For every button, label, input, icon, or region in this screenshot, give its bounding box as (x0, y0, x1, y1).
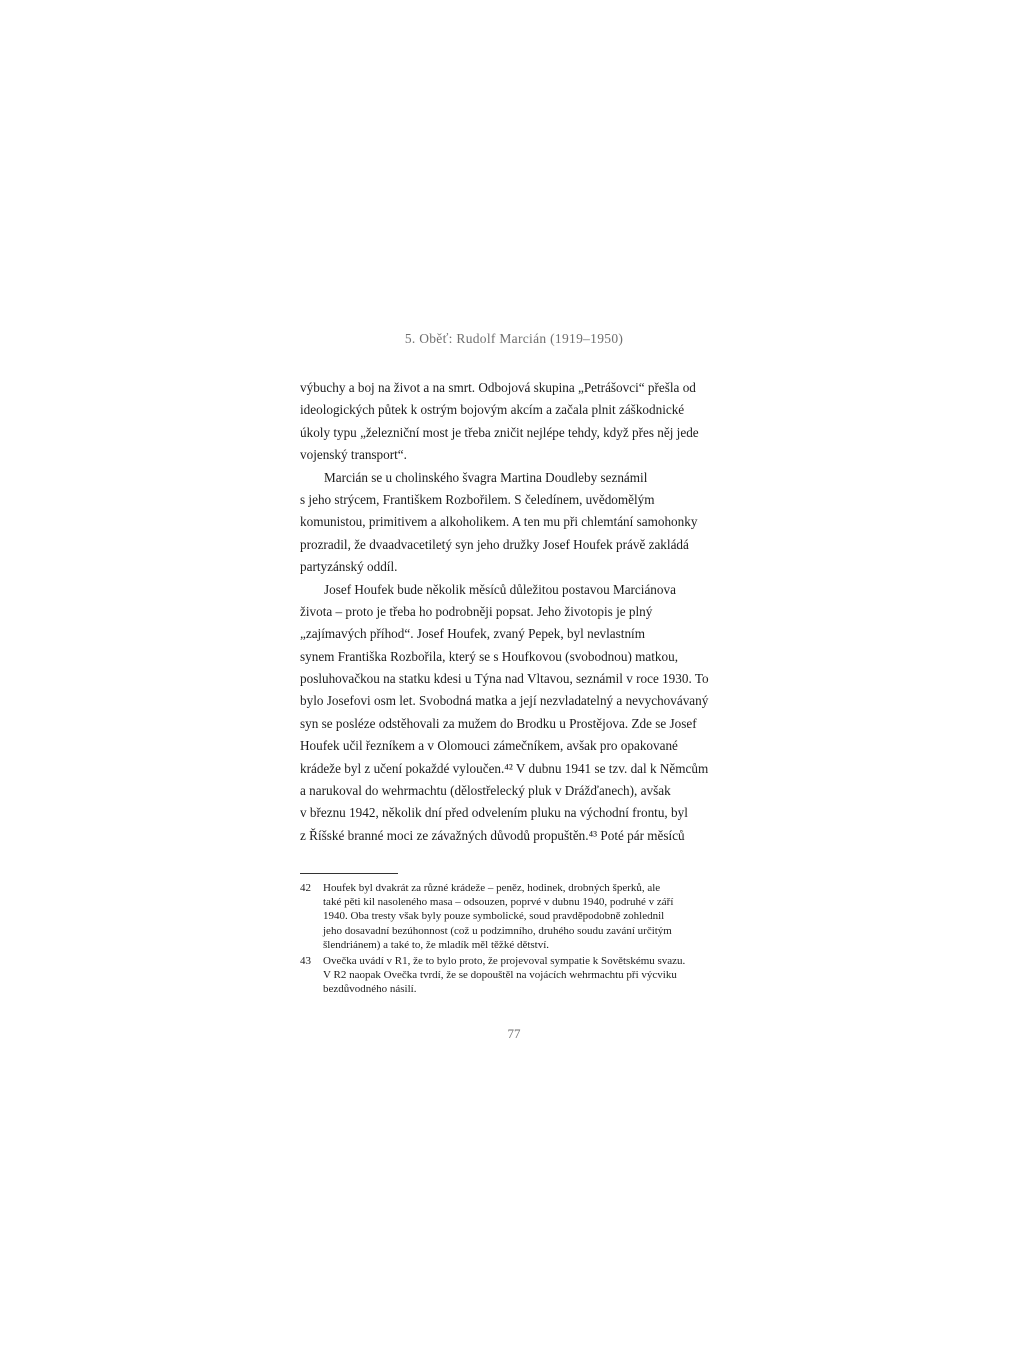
text-line: „zajímavých příhod“. Josef Houfek, zvaný Pepek, byl nevlastním (300, 626, 645, 642)
text-line: vojenský transport“. (300, 447, 407, 463)
text-line: partyzánský oddíl. (300, 559, 398, 575)
footnote-line: Houfek byl dvakrát za různé krádeže – peněz, hodinek, drobných šperků, ale (323, 882, 661, 894)
text-line: Houfek učil řezníkem a v Olomouci zámečníkem, avšak pro opakované (300, 738, 678, 754)
text-line: a narukoval do wehrmachtu (dělostřelecký pluk v Drážďanech), avšak (300, 783, 671, 799)
footnote-number: 42 (300, 882, 311, 894)
footnote-line: šlendriánem) a také to, že mladík měl těžké dětství. (323, 938, 550, 951)
text-line: v březnu 1942, několik dní před odvelením pluku na východní frontu, byl (300, 805, 688, 821)
text-line-paragraph-start: Marcián se u cholinského švagra Martina Doudleby seznámil (324, 469, 648, 485)
text-line: prozradil, že dvaadvacetiletý syn jeho družky Josef Houfek právě zakládá (300, 536, 689, 552)
footnote-line: bezdůvodného násilí. (323, 982, 417, 995)
text-line: bylo Josefovi osm let. Svobodná matka a její nezvladatelný a nevychovávaný (300, 693, 709, 709)
text-line: ideologických půtek k ostrým bojovým akcím a začala plnit záškodnické (300, 402, 685, 418)
text-line: synem Františka Rozbořila, který se s Houfkovou (svobodnou) matkou, (300, 648, 678, 664)
text-line: s jeho strýcem, Františkem Rozbořilem. S čeledínem, uvědomělým (300, 491, 655, 507)
page-number: 77 (507, 1026, 521, 1041)
footnote-line: 1940. Oba tresty však byly pouze symbolické, soud pravděpodobně zohlednil (323, 910, 665, 923)
footnote-43 (300, 954, 730, 997)
text-line: komunistou, primitivem a alkoholikem. A ten mu při chlemtání samohonky (300, 514, 698, 530)
footnote-line: jeho dosavadní bezúhonnost (což u podzimního, druhého soudu zavání určitým (323, 924, 672, 937)
text-line: výbuchy a boj na život a na smrt. Odbojová skupina „Petrášovci“ přešla od (300, 380, 696, 395)
footnote-separator (300, 873, 398, 874)
footnote-line: Ovečka uvádí v R1, že to bylo proto, že projevoval sympatie k Sovětskému svazu. (323, 954, 686, 967)
text-line: úkoly typu „železniční most je třeba zničit nejlépe tehdy, když přes něj jede (300, 424, 699, 440)
text-line: z Říšské branné moci ze závažných důvodů propuštěn.⁴³ Poté pár měsíců (300, 827, 685, 843)
running-head: 5. Oběť: Rudolf Marcián (1919–1950) (404, 331, 624, 346)
footnote-line: V R2 naopak Ovečka tvrdí, že se dopouštěl na vojácích wehrmachtu při výcviku (323, 968, 677, 981)
text-line: krádeže byl z učení pokaždé vyloučen.⁴² V dubnu 1941 se tzv. dal k Němcům (300, 760, 709, 776)
footnote-42 (300, 881, 730, 952)
footnote-number: 43 (300, 954, 311, 967)
text-line-paragraph-start: Josef Houfek bude několik měsíců důležitou postavou Marciánova (324, 581, 676, 597)
footnote-line: také pěti kil nasoleného masa – odsouzen, poprvé v dubnu 1940, podruhé v září (323, 896, 674, 909)
text-line: posluhovačkou na statku kdesi u Týna nad Vltavou, seznámil v roce 1930. To (300, 671, 709, 687)
body-text (300, 377, 730, 847)
text-line: syn se posléze odstěhovali za mužem do Brodku u Prostějova. Zde se Josef (300, 715, 697, 731)
text-line: života – proto je třeba ho podrobněji popsat. Jeho životopis je plný (300, 603, 653, 619)
footnotes (300, 881, 730, 998)
